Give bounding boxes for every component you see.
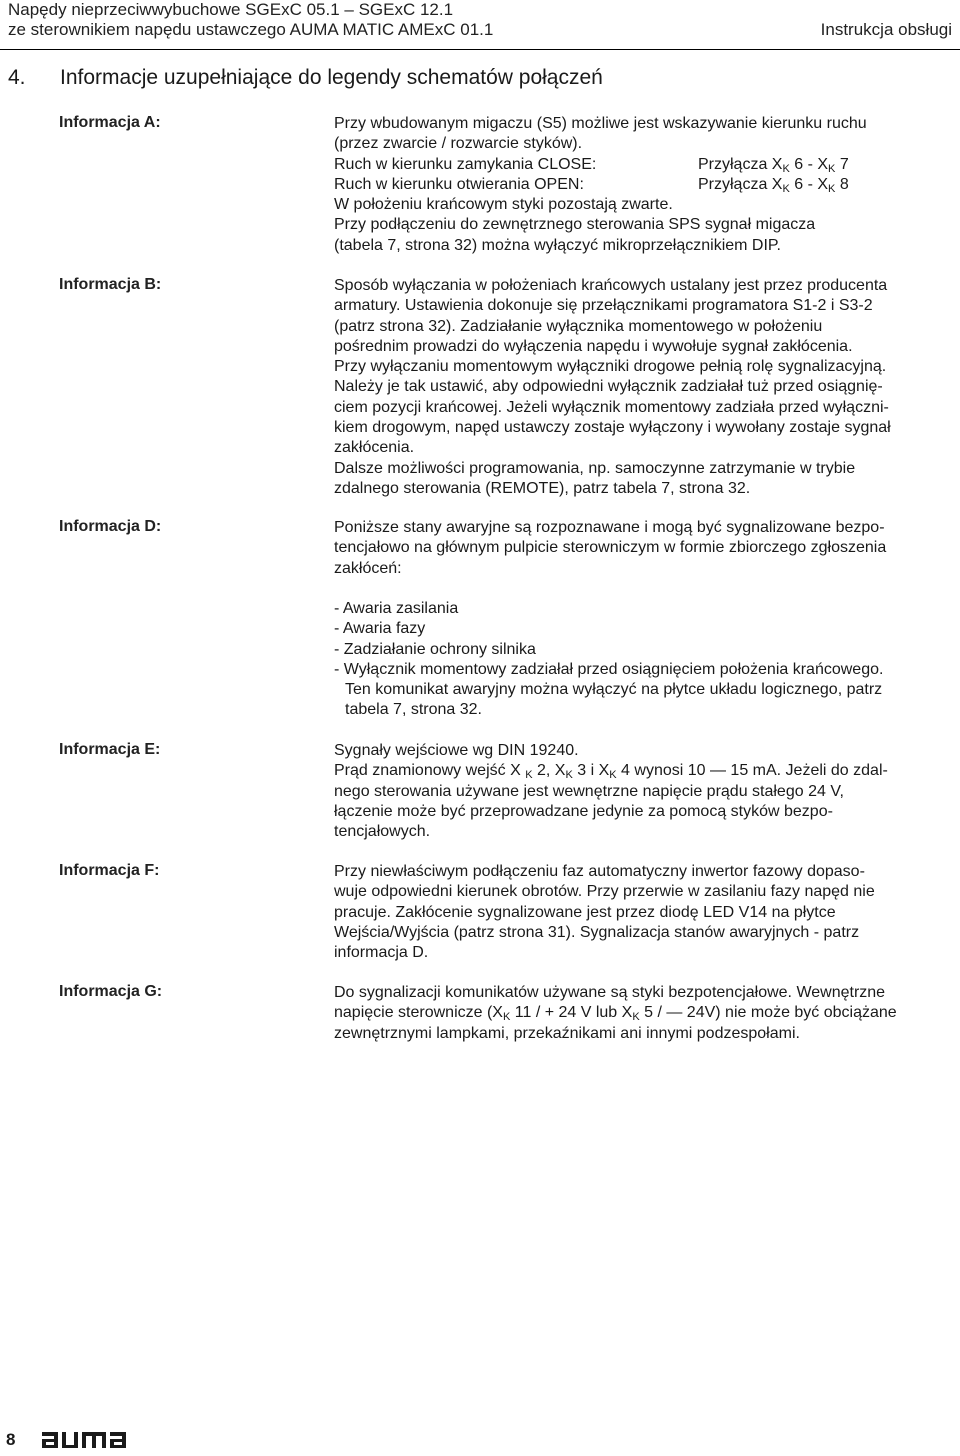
info-a-close-row xyxy=(334,155,960,175)
info-d-line: Poniższe stany awaryjne są rozpoznawane i mogą być sygnalizowane bezpo- xyxy=(334,519,885,536)
info-g-line: Do sygnalizacji komunikatów używane są styki bezpotencjałowe. Wewnętrzne xyxy=(334,984,886,1001)
info-b-line: Należy je tak ustawić, aby odpowiedni wyłącznik zadziałał tuż przed osiągnię- xyxy=(334,378,883,396)
open-value: Przyłącza $X_K$ $6 - X_K$ 8 xyxy=(698,175,849,195)
close-value: Przyłącza $X_K$ $6 - X_K$ 7 xyxy=(698,155,849,175)
list-item: - Awaria zasilania xyxy=(334,600,459,617)
info-f-line: wuje odpowiedni kierunek obrotów. Przy przerwie w zasilaniu fazy napęd nie xyxy=(334,883,875,901)
header-line-1: Napędy nieprzeciwwybuchowe SGExC 05.1 – SGExC 12.1 xyxy=(8,0,454,19)
info-e-line: Sygnały wejściowe wg DIN 19240. xyxy=(334,742,579,759)
header-doc-type: Instrukcja obsługi xyxy=(820,20,952,39)
info-d-list xyxy=(334,599,960,721)
list-item: - Wyłącznik momentowy zadziałał przed osiągnięciem położenia krańcowego. xyxy=(334,660,884,678)
section-title-text: Informacje uzupełniające do legendy schematów połączeń xyxy=(60,66,603,89)
info-a-line: W położeniu krańcowym styki pozostają zwarte. xyxy=(334,196,673,214)
info-b-line: Sposób wyłączania w położeniach krańcowych ustalany jest przez producenta xyxy=(334,277,888,294)
label-info-e: Informacja E: xyxy=(59,741,161,758)
info-b-line: ciem pozycji krańcowej. Jeżeli wyłącznik momentowy zadziała przed wyłączni- xyxy=(334,398,889,416)
info-f-line: informacja D. xyxy=(334,944,429,962)
label-info-d: Informacja D: xyxy=(59,518,162,535)
info-f-line: Przy niewłaściwym podłączeniu faz automatyczny inwertor fazowy dopaso- xyxy=(334,863,865,880)
info-e-line: tencjałowych. xyxy=(334,823,431,841)
info-a-open-row xyxy=(334,175,960,195)
info-a-line: (tabela 7, strona 32) można wyłączyć mikroprzełącznikiem DIP. xyxy=(334,236,781,254)
header-rule xyxy=(0,49,960,50)
info-g-text xyxy=(334,983,960,1044)
info-b-line: kiem drogowym, napęd ustawczy zostaje wyłączony i wywołany zostaje sygnał xyxy=(334,419,891,437)
info-b-line: armatury. Ustawienia dokonuje się przełącznikami programatora S1-2 i S3-2 xyxy=(334,297,873,315)
info-f-line: Wejścia/Wyjścia (patrz strona 31). Sygnalizacja stanów awaryjnych - patrz xyxy=(334,923,860,941)
info-d-line: tencjałowo na głównym pulpicie sterowniczym w formie zbiorczego zgłoszenia xyxy=(334,539,887,557)
info-a-text xyxy=(334,114,960,256)
info-e-line: Prąd znamionowy wejść X $_K$ 2, $X_K$ 3 i $X_K$ 4 wynosi 10 — 15 mA. Jeżeli do zdal- xyxy=(334,762,888,782)
list-item: - Zadziałanie ochrony silnika xyxy=(334,640,536,658)
info-a-line: (przez zwarcie / rozwarcie styków). xyxy=(334,135,583,153)
info-d-intro xyxy=(334,518,960,579)
close-label: Ruch w kierunku zamykania CLOSE: xyxy=(334,155,597,173)
info-e-line: łączenie może być przeprowadzane jedynie za pomocą styków bezpo- xyxy=(334,802,833,820)
list-item-note: Ten komunikat awaryjny można wyłączyć na płytce układu logicznego, patrz xyxy=(345,681,883,699)
label-info-a: Informacja A: xyxy=(59,114,161,131)
info-b-line: zakłócenia. xyxy=(334,439,415,457)
section-number: 4. xyxy=(8,66,26,89)
info-e-line: nego sterowania używane jest wewnętrzne napięcie prądu stałego 24 V, xyxy=(334,782,844,800)
page-number: 8 xyxy=(6,1430,16,1449)
label-info-b: Informacja B: xyxy=(59,276,162,293)
auma-logo xyxy=(40,1429,132,1456)
info-e-text xyxy=(334,741,960,842)
info-b-text xyxy=(334,276,960,499)
info-g-line: napięcie sterownicze ($X_K$ 11 / + 24 V lub $X_K$ 5 / — 24V) nie może być obciążane xyxy=(334,1004,897,1024)
info-b-line: (patrz strona 32). Zadziałanie wyłącznika momentowego w położeniu xyxy=(334,317,823,335)
info-b-line: Dalsze możliwości programowania, np. samoczynne zatrzymanie w trybie xyxy=(334,459,856,477)
header-line-2: ze sterownikiem napędu ustawczego AUMA MATIC AMExC 01.1 xyxy=(8,20,494,39)
open-label: Ruch w kierunku otwierania OPEN: xyxy=(334,175,584,193)
info-b-line: pośrednim prowadzi do wyłączenia napędu i wywołuje sygnał zakłócenia. xyxy=(334,337,853,355)
info-f-text xyxy=(334,862,960,963)
info-d-line: zakłóceń: xyxy=(334,559,402,577)
list-item: - Awaria fazy xyxy=(334,620,426,638)
info-a-line: Przy wbudowanym migaczu (S5) możliwe jest wskazywanie kierunku ruchu xyxy=(334,115,867,132)
list-item-note: tabela 7, strona 32. xyxy=(345,701,482,719)
info-a-line: Przy podłączeniu do zewnętrznego sterowania SPS sygnał migacza xyxy=(334,216,816,234)
info-g-line: zewnętrznymi lampkami, przekaźnikami ani innymi podzespołami. xyxy=(334,1024,800,1042)
info-b-line: zdalnego sterowania (REMOTE), patrz tabela 7, strona 32. xyxy=(334,479,751,497)
info-b-line: Przy wyłączaniu momentowym wyłączniki drogowe pełnią rolę sygnalizacyjną. xyxy=(334,358,887,376)
section-title xyxy=(8,66,603,90)
label-info-g: Informacja G: xyxy=(59,983,163,1000)
label-info-f: Informacja F: xyxy=(59,862,160,879)
info-f-line: pracuje. Zakłócenie sygnalizowane jest przez diodę LED V14 na płytce xyxy=(334,903,836,921)
